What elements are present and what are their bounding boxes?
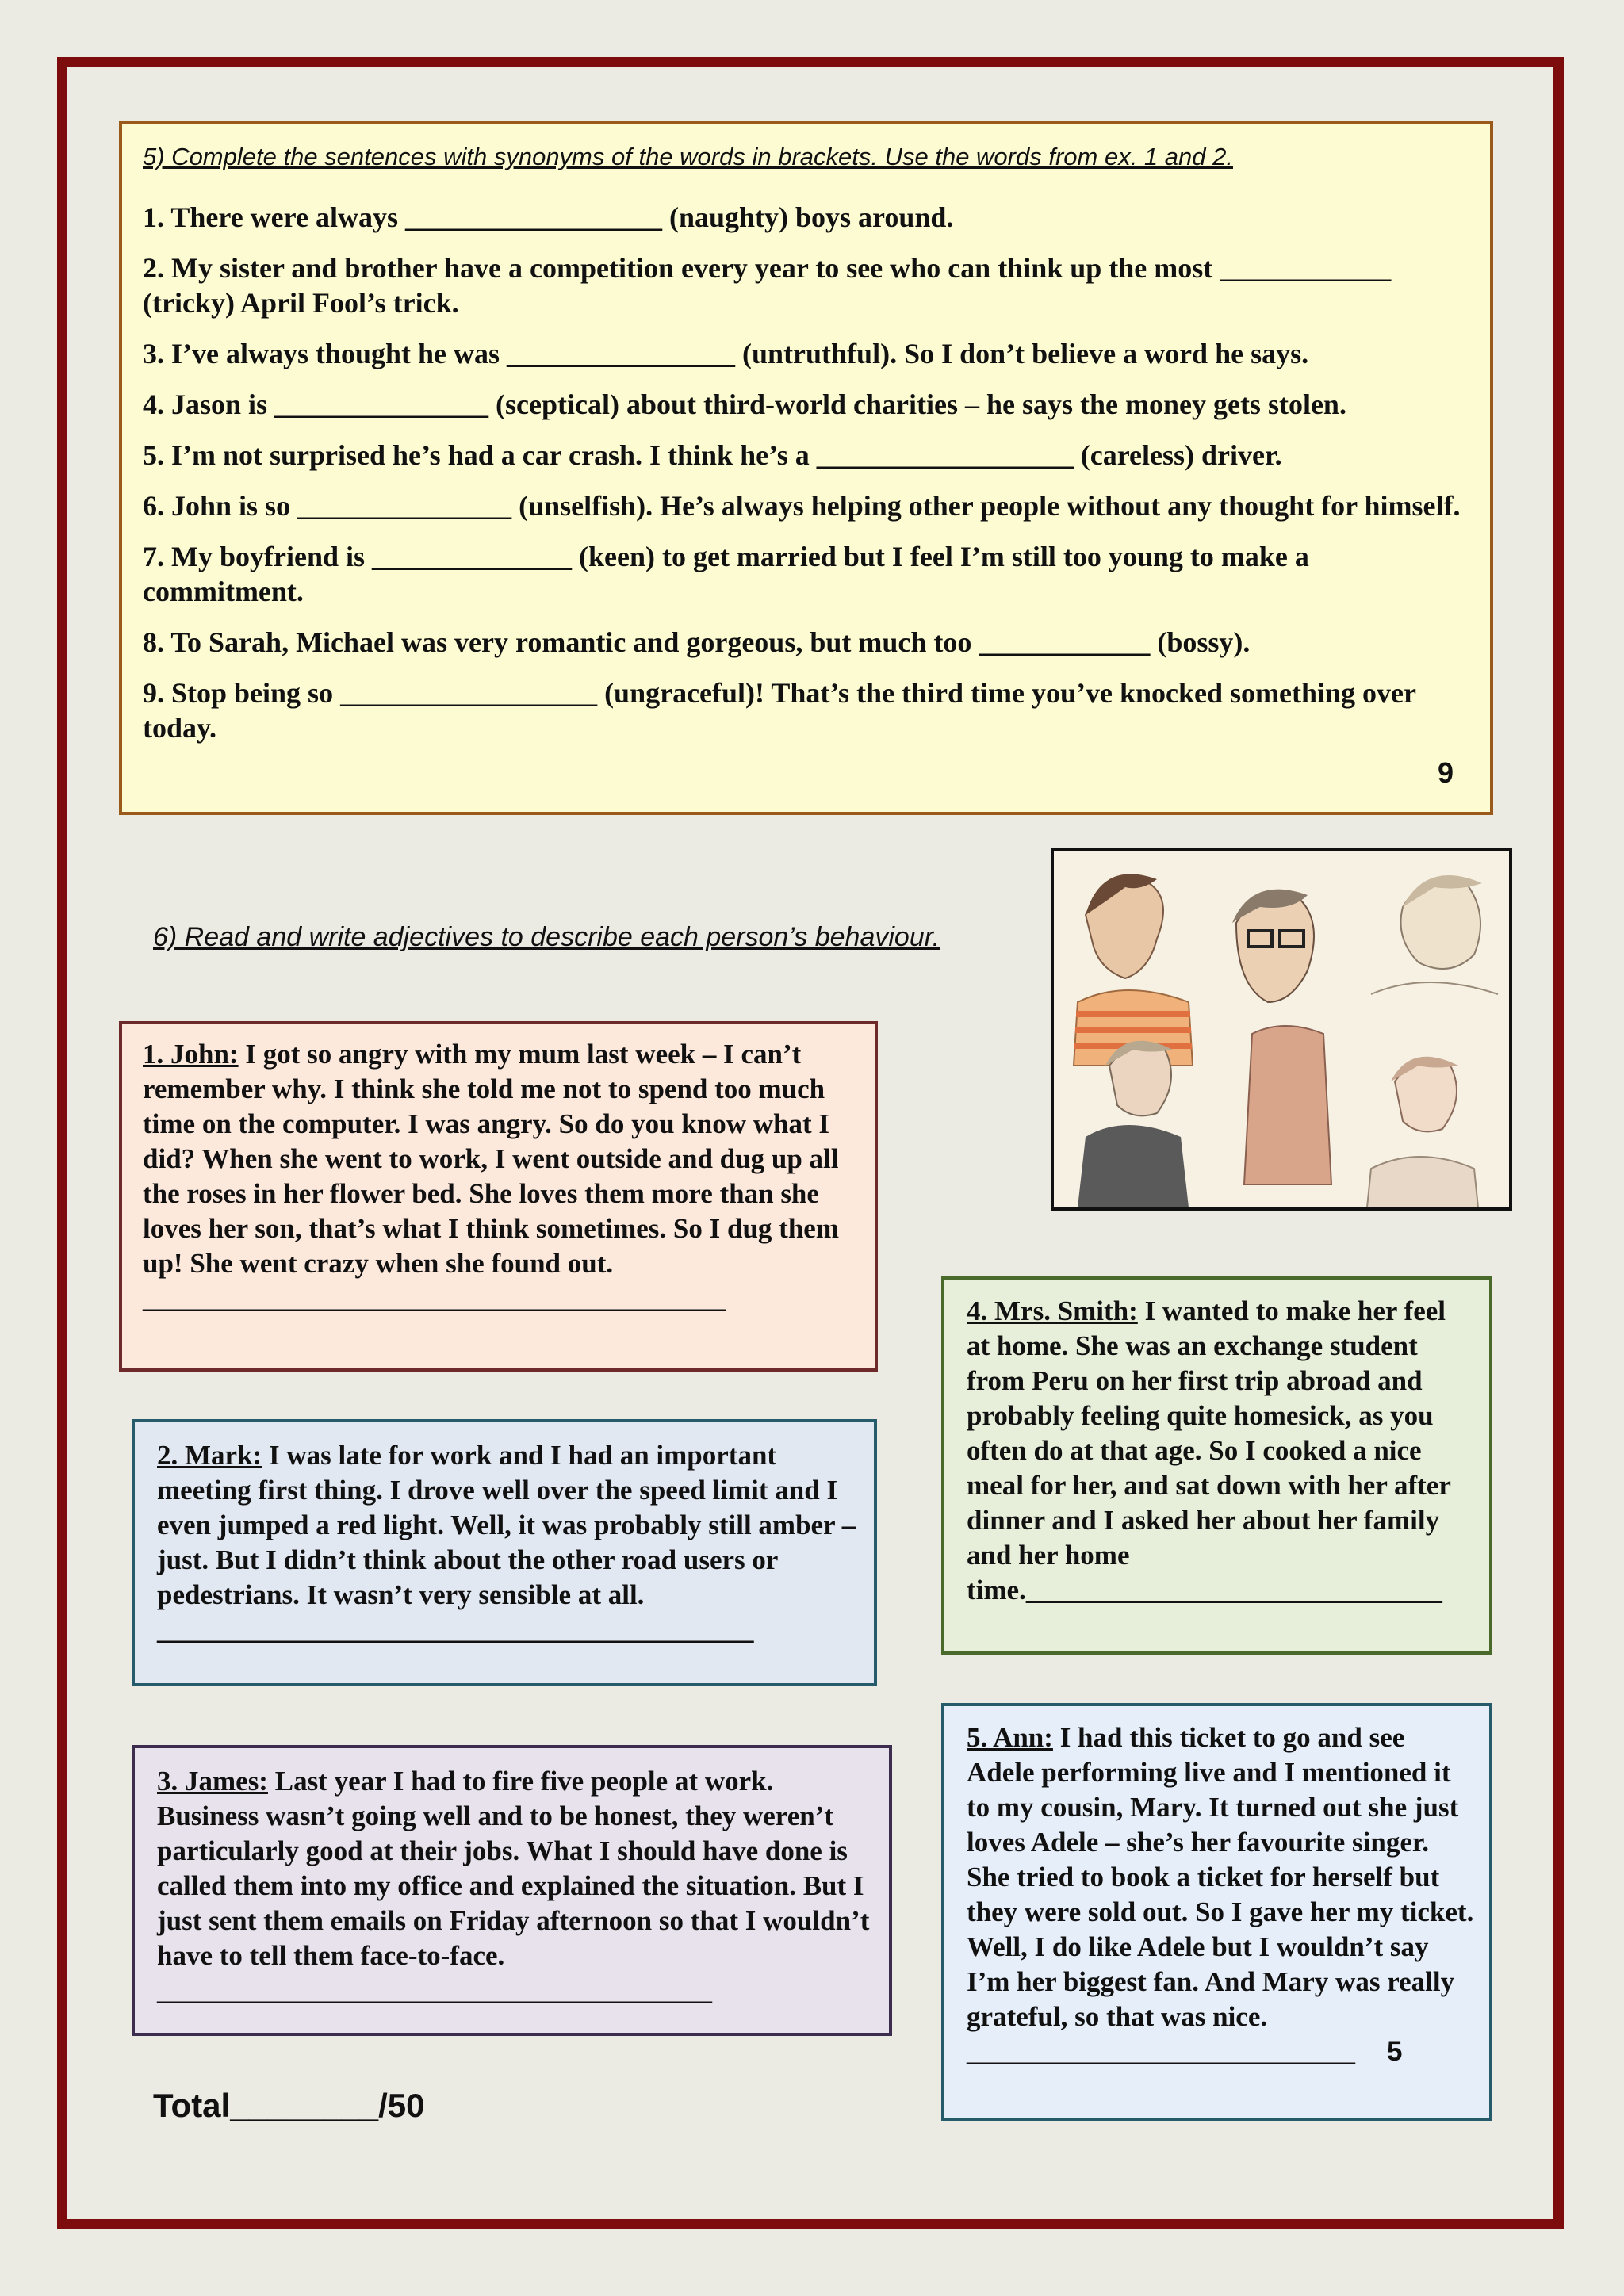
ann-name: 5. Ann: (967, 1722, 1053, 1753)
sentence-2: 2. My sister and brother have a competition every year to see who can think up the most ____________ (tricky) April Fool’s trick. (143, 252, 1392, 319)
exercise-5-instruction: 5) Complete the sentences with synonyms of the words in brackets. Use the words from ex. 1 and 2. (143, 143, 1233, 170)
sentence-7: 7. My boyfriend is ______________ (keen) to get married but I feel I’m still too young to make a commitment. (143, 541, 1309, 607)
sentence-9: 9. Stop being so __________________ (ungraceful)! That’s the third time you’ve knocked something over today. (143, 677, 1416, 744)
sentence-3: 3. I’ve always thought he was ________________ (untruthful). So I don’t believe a word he says. (143, 338, 1309, 369)
exercise-5-box (119, 121, 1493, 815)
james-name: 3. James: (157, 1766, 268, 1797)
mrs-smith-text: I wanted to make her feel at home. She was an exchange student from Peru on her first trip abroad and probably feeling quite homesick, as you often do at that age. So I cooked a nice meal for her, and sat down with her after dinner and I asked her about her family and her home time.______________________________ (967, 1295, 1451, 1605)
james-card (132, 1745, 892, 2036)
mark-name: 2. Mark: (157, 1440, 262, 1471)
total-score: Total________/50 (153, 2087, 425, 2124)
caricature-sketch-image (1054, 851, 1509, 1207)
sentence-8: 8. To Sarah, Michael was very romantic and gorgeous, but much too ____________ (bossy). (143, 626, 1251, 658)
john-card (119, 1021, 878, 1372)
james-text: Last year I had to fire five people at work. Business wasn’t going well and to be honest, they weren’t particularly good at their jobs. What I should have done is called them into my office and explained the situation. But I just sent them emails on Friday afternoon so that I wouldn’t have to tell them face-to-face. ________________________________________ (157, 1766, 870, 2006)
mark-text: I was late for work and I had an important meeting first thing. I drove well over the speed limit and I even jumped a red light. Well, it was probably still amber – just. But I didn’t think about the other road users or pedestrians. It wasn’t very sensible at all. ___________________________________________ (157, 1440, 856, 1645)
sentence-5: 5. I’m not surprised he’s had a car crash. I think he’s a __________________ (careless) driver. (143, 439, 1282, 471)
sentence-4: 4. Jason is _______________ (sceptical) about third-world charities – he says the money gets stolen. (143, 388, 1346, 420)
john-name: 1. John: (143, 1039, 239, 1070)
sentence-6: 6. John is so _______________ (unselfish). He’s always helping other people without any thought for himself. (143, 490, 1461, 522)
john-text: I got so angry with my mum last week – I can’t remember why. I think she told me not to spend too much time on the computer. I was angry. So do you know what I did? When she went to work, I went outside and dug up all the roses in her flower bed. She loves them more than she loves her son, that’s what I think sometimes. So I dug them up! She went crazy when she found out. (143, 1039, 839, 1279)
john-answer-blank: __________________________________________ (143, 1283, 726, 1314)
ann-text: I had this ticket to go and see Adele performing live and I mentioned it to my cousin, Mary. It turned out she just loves Adele – she’s her favourite singer. She tried to book a ticket for herself but they were sold out. So I gave her my ticket. Well, I do like Adele but I wouldn’t say I’m her biggest fan. And Mary was really grateful, so that was nice. (967, 1722, 1474, 2032)
exercise-6-instruction: 6) Read and write adjectives to describe each person’s behaviour. (153, 922, 940, 952)
caricature-illustration (1051, 848, 1512, 1211)
ann-answer-blank: ____________________________ (967, 2036, 1355, 2067)
mark-card (132, 1419, 877, 1686)
sentence-1: 1. There were always __________________ (naughty) boys around. (143, 201, 954, 233)
mrs-smith-name: 4. Mrs. Smith: (967, 1295, 1138, 1326)
exercise-6-score: 5 (1387, 2036, 1403, 2067)
ann-card (941, 1703, 1492, 2121)
exercise-5-score: 9 (1437, 756, 1454, 789)
mrs-smith-card (941, 1276, 1492, 1655)
